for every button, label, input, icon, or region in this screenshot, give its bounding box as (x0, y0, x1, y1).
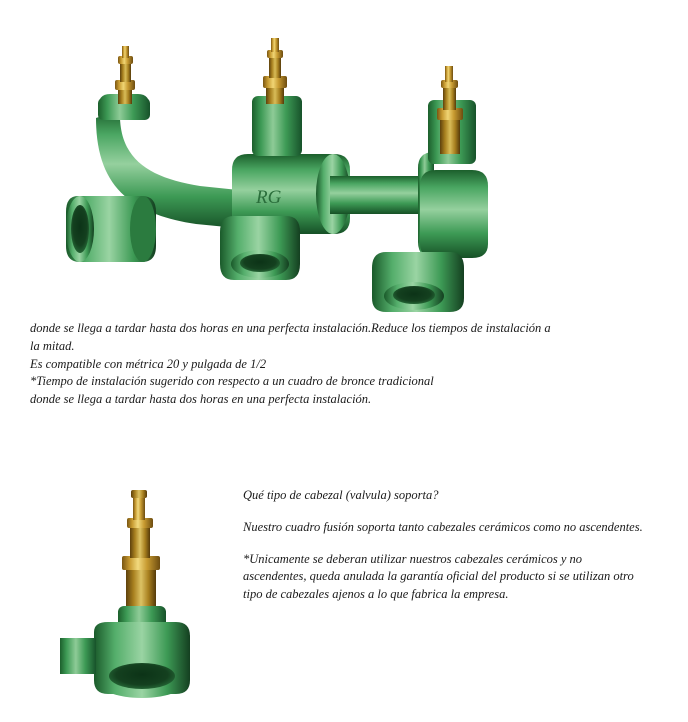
top-paragraph-line-4: *Tiempo de instalación sugerido con respecto a un cuadro de bronce tradicional (30, 374, 434, 389)
center-valve-stem (263, 38, 287, 104)
right-socket-bore (393, 286, 435, 304)
detail-tail-pipe (60, 638, 96, 674)
logo-text: RG (256, 187, 282, 208)
right-elbow-body (420, 170, 488, 258)
manifold-illustration (0, 0, 688, 318)
detail-valve-stem (122, 490, 160, 608)
detail-illustration (60, 470, 240, 722)
left-socket-back (130, 196, 156, 262)
top-text-block (30, 320, 638, 409)
left-socket-bore (71, 205, 89, 253)
left-valve-stem (115, 46, 135, 104)
top-paragraph-line-1: donde se llega a tardar hasta dos horas en una perfecta instalación.Reduce los tiempos de instalación a (30, 321, 551, 335)
faq-note: *Unicamente se deberan utilizar nuestros cabezales cerámicos y no ascendentes, queda anulada la garantía oficial del producto si se utilizan otro tipo de cabezales ajenos a lo que fabrica la empresa. (243, 551, 634, 601)
detail-socket-bore (109, 663, 175, 689)
top-paragraph-line-2: la mitad. (30, 338, 75, 353)
top-paragraph-line-3: Es compatible con métrica 20 y pulgada de 1/2 (30, 356, 267, 371)
top-paragraph-line-5: donde se llega a tardar hasta dos horas en una perfecta instalación. (30, 392, 372, 406)
center-riser (252, 96, 302, 156)
right-valve-stem (437, 66, 463, 154)
faq-text-block (243, 487, 643, 604)
product-image-manifold (0, 0, 688, 318)
center-socket-bore (240, 254, 280, 272)
product-image-detail (60, 470, 240, 722)
faq-question: Qué tipo de cabezal (valvula) soporta? (243, 488, 439, 502)
faq-answer: Nuestro cuadro fusión soporta tanto cabezales cerámicos como no ascendentes. (243, 519, 643, 534)
